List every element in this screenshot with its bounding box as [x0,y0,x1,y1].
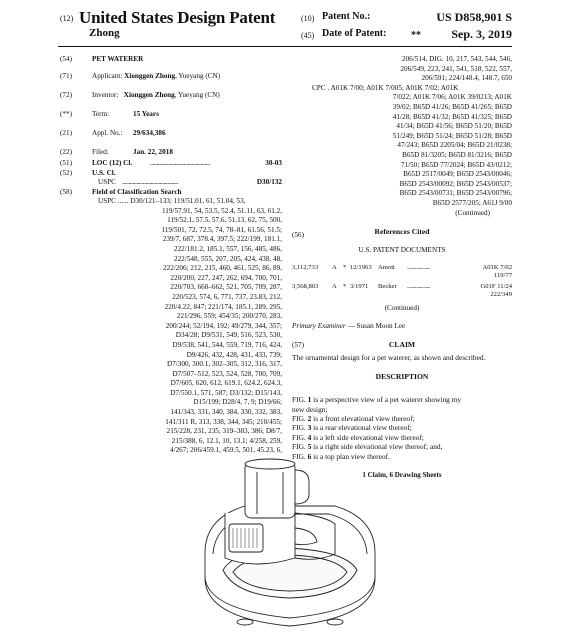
cpc-line: 41/28; B65D 41/32; B65D 41/325; B65D [392,112,512,121]
field-search-line: 222/181.2, 185.1, 557, 156, 485, 486, [173,244,282,253]
figure-description-post: is a right side elevational view thereof; and, [311,442,443,452]
pet-waterer-drawing [185,458,390,640]
filed-value: Jan. 22, 2018 [133,148,173,156]
inventor-field [60,91,282,110]
reference-class-secondary: 222/349 [490,291,512,299]
document-type-title: United States Design Patent [79,8,276,27]
field-search-line: 220/200, 227, 247, 262, 694, 700, 701, [170,273,282,282]
loc-class-field [60,159,282,169]
field-search-line: D15/199; D28/4, 7, 9; D19/66; [193,398,282,407]
cpc-lead-text: CPC . A01K 7/00; A01K 7/005; A01K 7/02; A01K [312,83,459,92]
claims-summary: 1 Claim, 6 Drawing Sheets [362,470,442,479]
field-search-line: 222/206; 212, 215, 460, 461, 525, 86, 89, [163,264,282,273]
figure-description [292,395,512,404]
field-search-line: 220/703, 660–662, 521, 705, 709, 287, [170,283,282,292]
inid-code-45: (45) [301,31,315,40]
classification-line: 206/514, DIG. 10, 217, 543, 544, 546, [401,55,512,63]
reference-name: Becker [378,283,397,291]
cpc-line: 71/50; B65D 77/2024; B65D 43/0212; [400,160,512,169]
classification-line: 206/549, 223, 241, 541, 518, 522, 557, [400,64,512,73]
field-search-line: 200/244; 52/194, 192; 49/279, 344, 357; [165,321,282,330]
inventor-label: Inventor: [92,91,119,99]
field-search-line: D7/507–512, 523, 524, 528, 700, 709, [172,369,282,378]
figure-description-post: is a top plan view thereof. [311,451,390,461]
figure-description-n: 1 [307,395,312,405]
field-search-line: D7/605, 620, 612, 619.1, 624.2, 624.3, [170,379,282,388]
cpc-line: B65D 2543/00731; B65D 2543/00796; [399,189,512,198]
description-title: DESCRIPTION [375,372,429,382]
patent-number: US D858,901 S [436,10,512,24]
inid-code-54: (54) [60,55,72,63]
uspc-label: USPC [98,178,116,186]
figure-description [292,405,512,414]
reference-date: 12/1963 [350,264,372,272]
figure-description-pre: FIG. [292,451,308,461]
field-search-line: D34/28; D9/531, 549, 516, 523, 530, [175,331,282,340]
figure-description-n: 2 [307,413,312,423]
field-search-line: 220/4.22, 847; 221/174, 185.1, 289, 295, [164,302,282,311]
applicant-label: Applicant: [92,72,123,80]
examiner-line [292,322,512,336]
cpc-line: 41/34; B65D 41/56; B65D 51/20; B65D [396,122,512,131]
term-label: Term: [92,110,110,118]
classification-line: 206/591; 224/148.4, 148.7, 650 [421,74,512,83]
field-search-line: D7/300, 300.1, 302–305, 312, 316, 317, [167,360,282,369]
applicant-name: Xionggen Zhong [124,72,176,80]
inid-code-58: (58) [60,188,72,196]
inid-code-52: (52) [60,169,72,177]
figure-description-n: 3 [307,423,312,433]
cpc-list [292,93,512,208]
figure-description [292,414,512,423]
field-search-label: Field of Classification Search [92,188,182,196]
figure-description-post: is a front elevational view thereof; [311,413,415,423]
reference-star: * [343,264,347,272]
reference-no: 3,112,733 [292,264,319,272]
figure-description-post: new design; [292,404,328,414]
inid-code-57: (57) [292,341,304,350]
field-search-lead [60,197,282,207]
term-field [60,110,282,129]
loc-label: LOC (12) Cl. [92,159,133,167]
inid-code-10: (10) [301,14,315,23]
field-search-line: D9/426, 432, 428, 431, 433, 739; [186,350,282,359]
applicant-location: , Yueyang (CN) [175,72,221,80]
title-field [60,55,282,72]
reference-dots: .................... [407,264,430,272]
figure-description-post: is a left side elevational view thereof; [311,432,424,442]
uspc-value: D30/132 [256,178,282,186]
reference-row [292,264,512,283]
reference-row [292,283,512,302]
patent-number-label: Patent No.: [322,11,371,22]
figure-description-pre: FIG. [292,423,308,433]
figure-description-pre: FIG. [292,413,308,423]
references-heading [292,224,512,246]
date-stars: ** [411,30,421,41]
figure-description-pre: FIG. [292,442,308,452]
field-search-line: 215/228, 231, 235, 319–383, 386; D8/7, [166,427,282,436]
inid-code-22: (22) [60,148,72,156]
loc-dots: .............................................. [150,159,210,167]
field-search-line: 222/548, 555, 207, 205, 424, 438, 48, [173,254,282,263]
reference-name: Amott [378,264,395,272]
inventor-name: Xionggen Zhong [123,91,175,99]
term-value: 15 Years [133,110,159,118]
figure-description-pre: FIG. [292,432,308,442]
reference-class-secondary: 119/77 [493,272,512,280]
date-of-patent: Sep. 3, 2019 [451,27,512,41]
figure-description [292,442,512,451]
inid-code-72: (72) [60,91,72,99]
uspc-dots: ........................................... [122,178,178,186]
claim-title: CLAIM [388,340,416,350]
continued-1: (Continued) [455,208,490,217]
reference-star: * [343,283,347,291]
claim-text: The ornamental design for a pet waterer, as shown and described. [292,353,486,363]
field-search-line: D9/538, 541, 544, 559, 719, 716, 424, [172,340,282,349]
reference-dots: .................... [407,283,430,291]
reference-no: 3,568,803 [292,283,319,291]
inid-code-71: (71) [60,72,72,80]
appl-no-label: Appl. No.: [92,129,123,137]
field-search-line: 215/388, 6, 12.1, 10, 13.1; 4/258, 259, [171,436,282,445]
us-class-field [60,169,282,178]
date-of-patent-label: Date of Patent: [322,28,387,39]
figure-description-n: 6 [307,451,312,461]
inid-code-51: (51) [60,159,72,167]
reference-kind: A [332,283,337,291]
figure-description-post: is a perspective view of a pet waterer showing my [311,395,462,405]
invention-title: PET WATERER [92,55,144,63]
cpc-line: B65D 2577/205; A61J 9/00 [432,198,512,207]
inid-code-56: (56) [292,231,304,240]
field-search-line: 141/343, 331, 340, 384, 330, 332, 383, [170,408,282,417]
filed-label: Filed: [92,148,109,156]
us-patent-documents-heading: U.S. PATENT DOCUMENTS [358,246,446,255]
continued-2: (Continued) [384,304,420,313]
classification-continuation [292,55,512,84]
figure-description [292,423,512,432]
inventor-location: , Yueyang (CN) [174,91,220,99]
application-number-field [60,129,282,148]
cpc-line: B65D 2543/00092; B65D 2543/00537; [399,179,512,188]
applicant-field [60,72,282,91]
appl-no-value: 29/634,386 [133,129,166,137]
field-search-line: D7/550.1, 571, 587; D3/132; D15/143, [170,388,282,397]
field-search-line: 119/501, 72, 72.5, 74, 78–81, 61.56, 51.5; [161,225,282,234]
reference-kind: A [332,264,337,272]
field-search-list [60,207,282,456]
reference-date: 3/1971 [350,283,369,291]
cpc-line: 47/243; B65D 2205/04; B65D 21/0238; [397,141,512,150]
figure-description-n: 5 [307,442,312,452]
field-of-search-heading [60,188,282,197]
field-search-line: 220/523, 574, 6, 771, 737, 23.83, 212, [172,292,282,301]
claim-heading [292,339,512,353]
cpc-line: 39/02; B65D 41/26; B65D 41/265; B65D [392,102,512,111]
cpc-line: 51/249; B65D 51/24; B65D 51/28; B65D [392,131,512,140]
field-search-line: 119/57.91, 54, 53.5, 52.4, 51.11, 63, 61.2, [161,206,282,215]
field-search-line: 141/311 R, 313, 338, 344, 345; 210/455; [165,417,282,426]
us-cl-label: U.S. Cl. [92,169,116,177]
inventor-surname: Zhong [89,27,120,39]
field-search-line: 4/267; 206/459.1, 459.5, 501, 45.23, 6, [169,446,282,455]
header-rule [58,46,512,47]
cpc-line: 7/022; A01K 7/06; A01K 39/0213; A01K [392,93,512,102]
uspc-field [60,178,282,188]
description-list [292,395,512,461]
figure-description-pre: FIG. [292,395,308,405]
references-table [292,264,512,302]
references-title: References Cited [374,227,430,237]
examiner-name: — Susan Moon Lee [345,322,406,331]
reference-class: A01K 7/02 [482,264,512,272]
filed-field [60,148,282,159]
cpc-line: B65D 2517/0049; B65D 2543/00046; [403,170,512,179]
loc-value: 30-03 [265,159,282,167]
examiner-label: Primary Examiner [292,322,346,331]
inid-code-term: (**) [60,110,72,118]
figure-description-n: 4 [307,432,312,442]
inid-code-21: (21) [60,129,72,137]
cpc-line: B65D 81/3205; B65D 81/3216; B65D [402,150,512,159]
right-column [292,55,512,481]
figure-description-post: is a rear elevational view thereof; [311,423,412,433]
cpc-lead [292,84,512,94]
field-search-lead-text: USPC ...... D30/121–133; 119/51.01, 61, 51.04, 53, [98,197,246,205]
inid-code-12: (12) [60,14,74,23]
field-search-line: 221/296, 559; 454/35; 200/270, 283, [176,312,282,321]
field-search-line: 119/52.1, 57.5, 57.6, 51.13, 62, 75, 500, [167,216,282,225]
figure-description [292,433,512,442]
field-search-line: 239/7, 687, 378.4, 397.5; 222/199, 181.1, [162,235,282,244]
reference-class: G01F 11/24 [480,283,512,291]
bibliographic-column [60,55,282,456]
